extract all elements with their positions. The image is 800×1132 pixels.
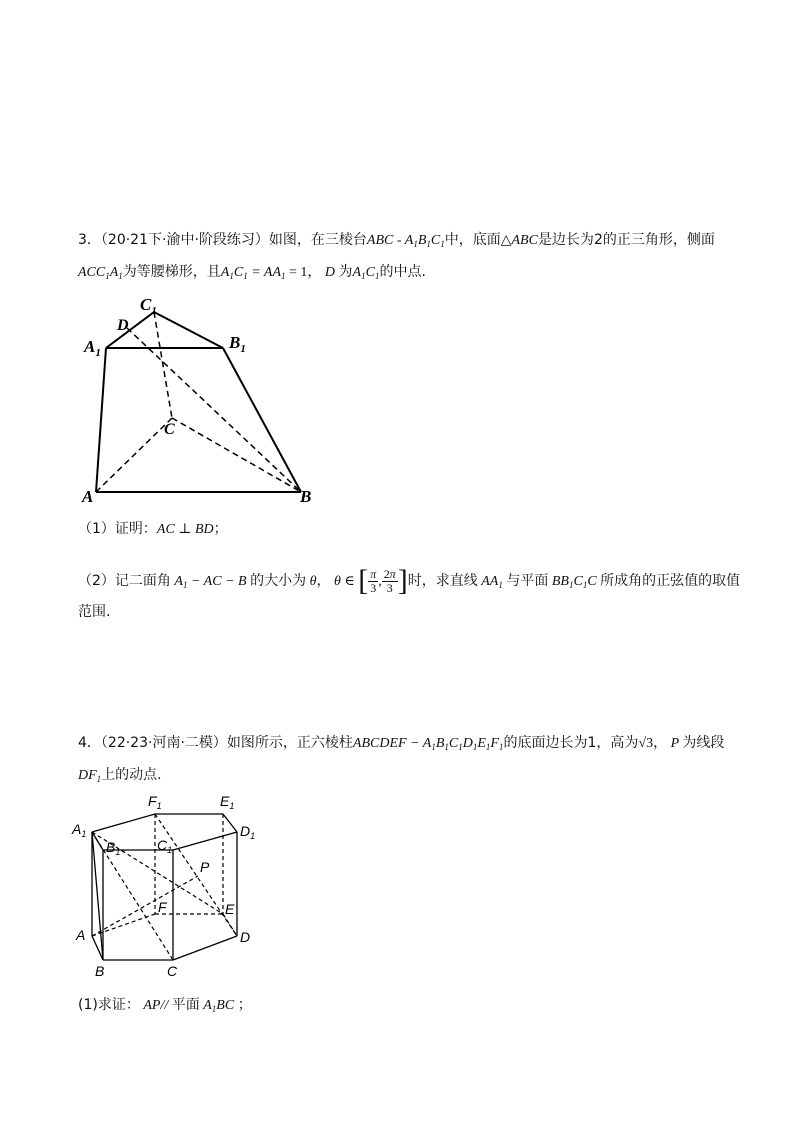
problem4-edge-length: 1	[587, 735, 597, 751]
fraction-2pi-over-3: $\frac{2\pi}{3}$	[383, 566, 396, 595]
problem3-text: 是边长为	[537, 232, 594, 248]
segment-f1-d	[155, 814, 237, 936]
segment-a-p	[92, 876, 198, 936]
question2-label: （2）记二面角	[78, 573, 171, 589]
edge-a1-a	[96, 348, 106, 492]
problem3-statement-line1	[78, 230, 715, 254]
problem3-text: 的大小为	[250, 573, 307, 589]
math-theta-range: θ ∈	[330, 574, 359, 589]
problem4-number: 4．	[78, 735, 101, 751]
label-d: D	[117, 317, 129, 334]
math-theta: θ	[306, 574, 317, 589]
edge-d1-e1	[223, 814, 237, 832]
problem3-text: 为	[338, 264, 353, 280]
label-a: A	[82, 487, 94, 506]
math-segment-df1: $DF_1$	[78, 768, 102, 784]
math-plane-a1bc: $A_1BC$	[199, 998, 238, 1014]
label-c1: $C_1$	[157, 837, 173, 855]
problem4-statement-line1	[78, 733, 724, 757]
problem4-text: ，	[653, 735, 668, 751]
label-e1: $E_1$	[220, 793, 235, 811]
edge-c1-b1	[154, 312, 223, 348]
problem3-text: 中，底面	[444, 232, 501, 248]
problem3-source: （20·21下·渝中·阶段练习）	[100, 232, 269, 248]
problem4-statement-line2	[78, 765, 162, 789]
bracket-right: ]	[397, 564, 408, 597]
label-f1: $F_1$	[148, 793, 162, 811]
math-point-d: D	[321, 265, 339, 280]
math-solid-name: ABC - $A_1B_1C_1$	[366, 233, 445, 249]
problem3-statement-line2	[78, 262, 426, 286]
problem4-text: 为线段	[682, 735, 725, 751]
label-a: A	[76, 927, 86, 943]
label-b: B	[300, 487, 312, 506]
math-face-acc1a1: $ACC_1A_1$	[78, 265, 123, 281]
problem3-text: 的中点.	[379, 264, 426, 280]
label-f: F	[158, 899, 167, 915]
problem3-text: 时，求直线	[407, 573, 478, 589]
fraction-pi-over-3: $\frac{\pi}{3}$	[370, 566, 377, 595]
punctuation: ；	[213, 521, 228, 537]
label-c: C	[164, 421, 175, 438]
edge-c1-d1	[173, 832, 237, 850]
label-a1: $A_1$	[72, 821, 87, 839]
label-d: D	[240, 929, 251, 945]
problem4-text: 上的动点.	[101, 767, 162, 783]
problem3-text: 为等腰梯形，且	[122, 264, 221, 280]
problem4-source: （22·23·河南·二模）	[100, 735, 227, 751]
label-p: P	[200, 859, 210, 875]
label-b1: $B_1$	[106, 839, 121, 857]
problem3-question2-line2	[78, 602, 110, 622]
math-prism-name: ABCDEF − $A_1B_1C_1D_1E_1F_1$	[352, 736, 504, 752]
problem3-text: ，	[307, 264, 322, 280]
problem3-edge-length: 2	[593, 232, 603, 248]
problem3-text: 如图，在三棱台	[268, 232, 367, 248]
problem3-frustum-figure	[80, 290, 340, 510]
problem4-height: √3	[638, 736, 654, 751]
problem4-text: 如图所示，正六棱柱	[226, 735, 353, 751]
label-c: C	[167, 963, 178, 979]
punctuation: ；	[237, 997, 252, 1013]
edge-c-d	[173, 936, 237, 960]
problem3-text: 所成角的正弦值的取值	[600, 573, 741, 589]
math-equation-value: = 1	[289, 265, 308, 280]
edge-c1-c	[154, 312, 172, 418]
problem3-text: 的正三角形，侧面	[602, 232, 715, 248]
math-ap-parallel: AP//	[139, 998, 172, 1013]
problem3-question1	[78, 519, 228, 540]
math-line-aa1: $AA_1$	[477, 574, 503, 590]
problem3-number: 3．	[78, 232, 101, 248]
problem4-text: ，高为	[596, 735, 639, 751]
math-segment-a1c1: $A_1C_1$	[352, 265, 380, 281]
problem4-hexagonal-prism-figure	[70, 792, 270, 982]
problem3-text: 与平面	[506, 573, 549, 589]
label-c1: $C_1$	[140, 295, 157, 317]
math-equation: $A_1C_1 = AA_1$	[220, 265, 286, 281]
problem4-question1	[78, 995, 252, 1019]
label-d1: $D_1$	[240, 823, 256, 841]
bracket-left: [	[358, 564, 369, 597]
label-e: E	[225, 901, 235, 917]
math-point-p: P	[667, 736, 683, 751]
math-ac-perp-bd: AC ⊥ BD	[156, 522, 214, 537]
edge-a-c	[96, 418, 172, 492]
math-dihedral-angle: $A_1$ − AC − B	[170, 574, 251, 590]
math-triangle-abc: △ABC	[500, 233, 538, 248]
label-a1: $A_1$	[84, 337, 101, 359]
question1-label: (1)求证：	[78, 997, 140, 1013]
comma: ,	[378, 574, 382, 589]
math-plane-bb1c1c: $BB_1C_1C$	[548, 574, 601, 590]
problem4-text: 平面	[171, 997, 200, 1013]
problem3-text: 范围.	[78, 604, 111, 620]
problem4-text: 的底面边长为	[503, 735, 588, 751]
question1-label: （1）证明：	[78, 521, 157, 537]
label-b1: $B_1$	[229, 333, 246, 355]
problem3-question2-line1: （2）记二面角 $A_1$ − AC − B 的大小为 θ， θ ∈ [ $\frac{\pi}{3}$ , $\frac{2\pi}{3}$ ]时，求直线 $AA_1$ 与平面 $BB_1C_1C$ 所成角的正弦值的取值	[78, 564, 741, 597]
label-b: B	[95, 963, 105, 979]
edge-f1-a1	[92, 814, 155, 832]
segment-d-b	[127, 328, 301, 492]
